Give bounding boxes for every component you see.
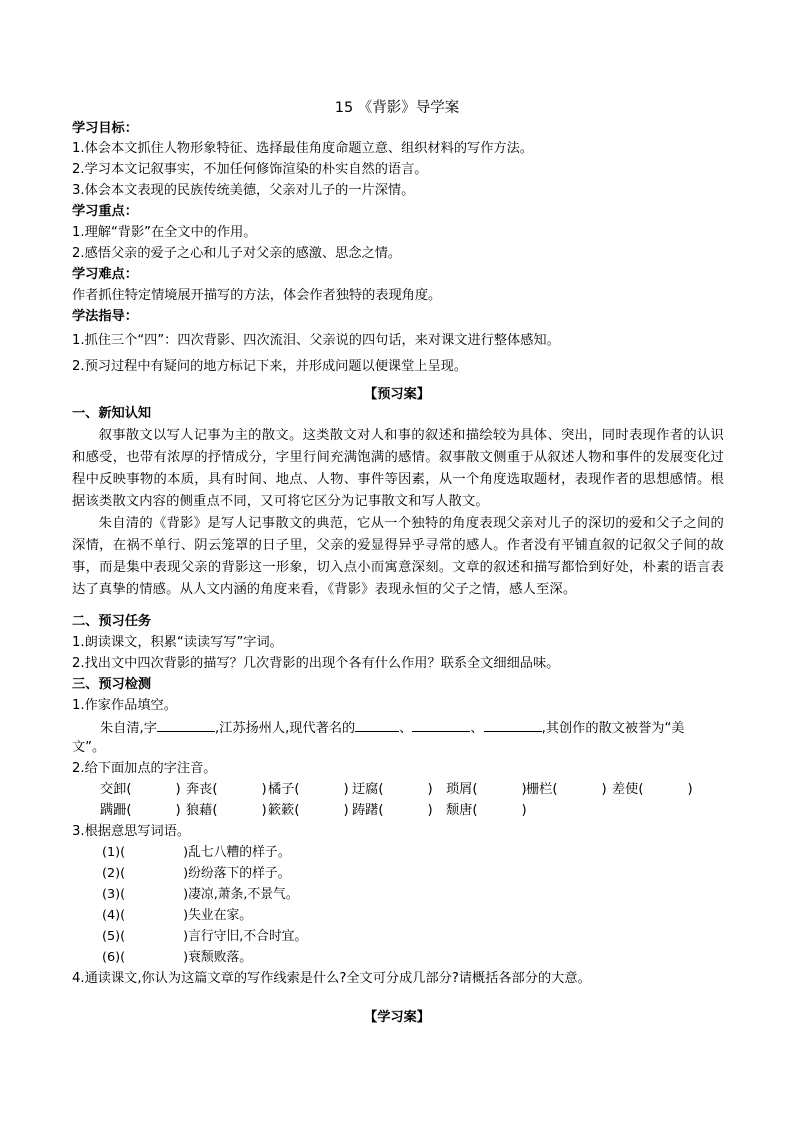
q1-fill-line-end: 文”。 bbox=[72, 740, 106, 755]
preview-section-title: 【预习案】 bbox=[364, 387, 430, 402]
section3-heading: 三、预习检测 bbox=[72, 677, 152, 692]
pinyin-item: 蹒跚( ) bbox=[100, 803, 181, 818]
pinyin-item: 迂腐( ) bbox=[352, 782, 433, 797]
method-heading: 学法指导： bbox=[72, 309, 138, 324]
pinyin-item: 狼藉( ) bbox=[186, 803, 267, 818]
q1-fill-line: 朱自清,字 ,江苏扬州人,现代著名的 、 、 ,其创作的散文被誉为“美 bbox=[100, 717, 685, 739]
pinyin-item: 颓唐( ) bbox=[446, 803, 527, 818]
difficulty-heading: 学习难点： bbox=[72, 267, 138, 282]
pinyin-item: 簌簌( ) bbox=[268, 803, 349, 818]
goal-item: 1.体会本文抓住人物形象特征、选择最佳角度命题立意、组织材料的写作方法。 bbox=[72, 141, 533, 156]
difficulty-text: 作者抓住特定情境展开描写的方法，体会作者独特的表现角度。 bbox=[72, 288, 442, 303]
intro-paragraph-1: 叙事散文以写人记事为主的散文。这类散文对人和事的叙述和描绘较为具体、突出，同时表现作者的认识和感受，也带有浓厚的抒情成分，字里行间充满饱满的感情。叙事散文侧重于从叙述人物和事件的发展变化过程中反映事物的本质，具有时间、地点、人物、事件等因素，从一个角度选取题材，表现作者的思想感情。根据该类散文内容的侧重点不同，又可将它区分为记事散文和写人散文。 bbox=[72, 428, 724, 509]
vocab-item: (4)( )失业在家。 bbox=[102, 908, 253, 923]
vocab-item: (2)( )纷纷落下的样子。 bbox=[102, 866, 291, 881]
blank-field[interactable] bbox=[484, 717, 542, 732]
method-item: 1.抓住三个“四”：四次背影、四次流泪、父亲说的四句话，来对课文进行整体感知。 bbox=[72, 333, 560, 348]
vocab-item: (5)( )言行守旧,不合时宜。 bbox=[102, 929, 308, 944]
method-item: 2.预习过程中有疑问的地方标记下来，并形成问题以便课堂上呈现。 bbox=[72, 359, 468, 374]
pinyin-item: 差使( ) bbox=[612, 782, 693, 797]
pinyin-item: 琐屑( ) bbox=[446, 782, 527, 797]
intro-paragraph-2: 朱自清的《背影》是写人记事散文的典范，它从一个独特的角度表现父亲对儿子的深切的爱和父子之间的深情，在祸不单行、阴云笼罩的日子里，父亲的爱显得异乎寻常的感人。作者没有平铺直叙的记叙父子间的故事，而是集中表现父亲的背影这一形象，切入点小而寓意深刻。文章的叙述和描写都恰到好处，朴素的语言表达了真挚的情感。从人文内涵的角度来看，《背影》表现永恒的父子之情，感人至深。 bbox=[72, 516, 724, 597]
q4-text: 4.通读课文,你认为这篇文章的写作线索是什么?全文可分成几部分?请概括各部分的大意。 bbox=[72, 971, 591, 986]
keypoints-heading: 学习重点： bbox=[72, 204, 138, 219]
keypoint-item: 1.理解“背影”在全文中的作用。 bbox=[72, 225, 257, 240]
task-item: 2.找出文中四次背影的描写？几次背影的出现个各有什么作用？联系全文细细品味。 bbox=[72, 656, 560, 671]
section1-heading: 一、新知认知 bbox=[72, 406, 152, 421]
pinyin-item: 栅栏( ) bbox=[526, 782, 607, 797]
keypoint-item: 2.感悟父亲的爱子之心和儿子对父亲的感激、思念之情。 bbox=[72, 246, 402, 261]
goal-item: 2.学习本文记叙事实，不加任何修饰渲染的朴实自然的语言。 bbox=[72, 162, 428, 177]
task-item: 1.朗读课文，积累“读读写写”字词。 bbox=[72, 635, 283, 650]
goals-heading: 学习目标： bbox=[72, 121, 138, 136]
pinyin-item: 奔丧( ) bbox=[186, 782, 267, 797]
pinyin-item: 交卸( ) bbox=[100, 782, 181, 797]
q2-label: 2.给下面加点的字注音。 bbox=[72, 761, 217, 776]
vocab-item: (6)( )衰颓败落。 bbox=[102, 950, 253, 965]
pinyin-item: 橘子( ) bbox=[268, 782, 349, 797]
section2-heading: 二、预习任务 bbox=[72, 614, 152, 629]
blank-field[interactable] bbox=[157, 717, 215, 732]
blank-field[interactable] bbox=[412, 717, 470, 732]
q1-label: 1.作家作品填空。 bbox=[72, 698, 177, 713]
page-title: 15 《背影》导学案 bbox=[334, 100, 460, 116]
vocab-item: (1)( )乱七八糟的样子。 bbox=[102, 845, 291, 860]
pinyin-item: 踌躇( ) bbox=[352, 803, 433, 818]
vocab-item: (3)( )凄凉,萧条,不景气。 bbox=[102, 887, 299, 902]
blank-field[interactable] bbox=[355, 717, 399, 732]
study-section-title: 【学习案】 bbox=[364, 1010, 430, 1025]
goal-item: 3.体会本文表现的民族传统美德，父亲对儿子的一片深情。 bbox=[72, 183, 415, 198]
q3-label: 3.根据意思写词语。 bbox=[72, 824, 191, 839]
